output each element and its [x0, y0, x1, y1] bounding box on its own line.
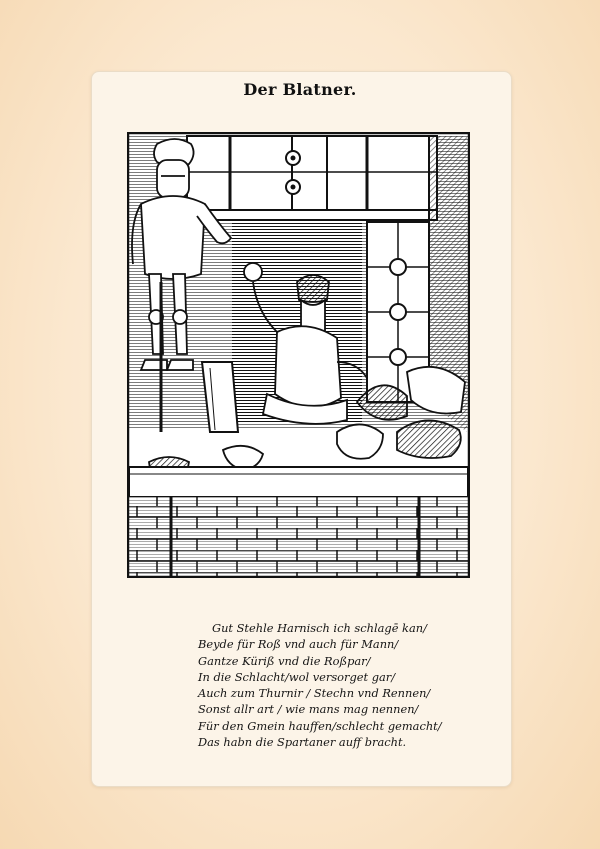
verse: [198, 620, 478, 750]
verse-line: In die Schlacht/wol versorget gar/: [198, 669, 396, 684]
verse-line: Gantze Küriß vnd die Roßpar/: [198, 653, 371, 668]
verse-line: Für den Gmein hauffen/schlecht gemacht/: [198, 718, 442, 733]
verse-line: Gut Stehle Harnisch ich schlagē kan/: [212, 621, 427, 635]
woodcut-illustration: [127, 132, 470, 578]
verse-line: Sonst allr art / wie mans mag nennen/: [198, 702, 419, 717]
page-title: Der Blatner.: [243, 80, 357, 99]
verse-line: Auch zum Thurnir / Stechn vnd Rennen/: [198, 686, 431, 701]
verse-line: Beyde für Roß vnd auch für Mann/: [198, 637, 399, 652]
verse-line: Das habn die Spartaner auff bracht.: [198, 735, 407, 750]
